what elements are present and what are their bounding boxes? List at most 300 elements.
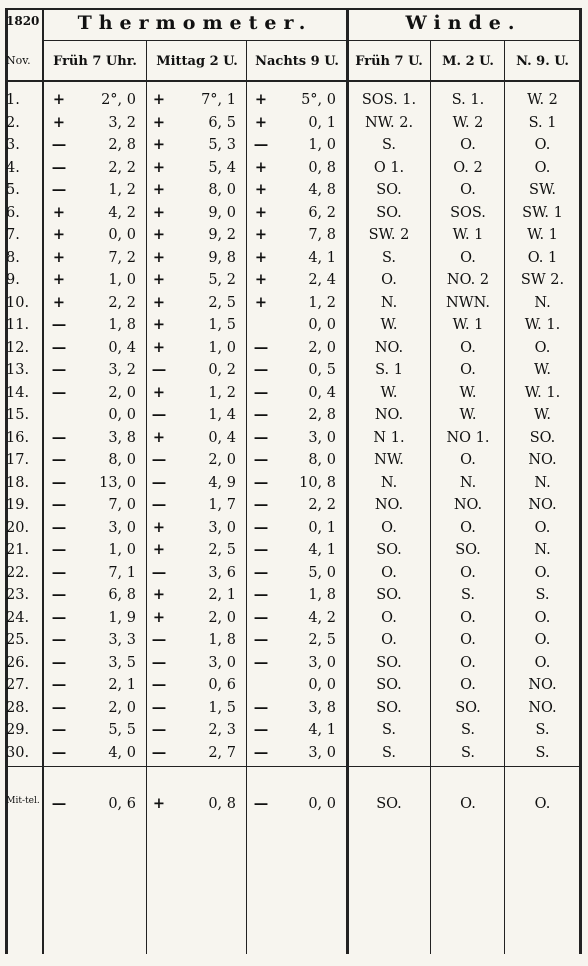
table-row	[0, 651, 588, 675]
temp-sign-noon: —	[151, 698, 167, 716]
table-row	[0, 156, 588, 180]
day-number: 13.	[6, 362, 30, 378]
temp-value-morning: 4, 0	[108, 744, 136, 761]
table-row	[0, 673, 588, 697]
wind-noon: O.	[460, 609, 476, 626]
temp-value-noon: 6, 5	[208, 114, 236, 131]
temp-value-morning: 1, 9	[108, 609, 136, 626]
temp-value-night: 7, 8	[308, 227, 336, 243]
wind-morning: N.	[380, 474, 398, 491]
wind-morning: SO.	[376, 587, 402, 603]
temp-value-morning: 1, 0	[108, 272, 136, 288]
table-row	[0, 493, 588, 517]
wind-morning: SO.	[376, 182, 402, 198]
temp-value-noon: 3, 0	[208, 654, 236, 671]
table-row	[0, 471, 588, 495]
temp-value-noon: 2, 5	[208, 294, 236, 311]
table-row	[0, 201, 588, 225]
wind-noon: O.	[460, 654, 476, 671]
temp-value-noon: 0, 2	[208, 362, 236, 378]
wind-night: O.	[534, 632, 551, 648]
temp-sign-night: —	[253, 428, 269, 446]
temp-value-morning: 1, 2	[108, 182, 136, 198]
temp-sign-morning: —	[51, 181, 67, 198]
temp-value-night: 4, 1	[308, 722, 336, 738]
temp-value-noon: 1, 4	[208, 407, 236, 423]
mean-temp-night: 0, 0	[308, 796, 336, 812]
temp-value-night: 3, 0	[308, 654, 336, 671]
wind-night: O.	[534, 519, 551, 536]
temp-value-morning: 3, 8	[108, 429, 136, 446]
table-row	[0, 741, 588, 765]
wind-col-header-noon: M. 2 U.	[442, 53, 494, 69]
mean-sign-noon: +	[152, 795, 166, 812]
temp-value-morning: 2, 8	[108, 137, 136, 153]
temp-value-noon: 1, 7	[208, 497, 236, 513]
table-row	[0, 538, 588, 562]
temp-sign-noon: —	[151, 631, 167, 648]
temp-value-morning: 7, 2	[108, 249, 136, 266]
temp-value-noon: 9, 2	[208, 227, 236, 243]
title-divider	[42, 40, 580, 41]
temp-sign-noon: +	[152, 608, 166, 626]
temp-sign-night: —	[253, 608, 269, 626]
temp-value-noon: 1, 2	[208, 384, 236, 401]
temp-value-night: 0, 1	[308, 519, 336, 536]
day-number: 26.	[6, 654, 30, 671]
day-number: 27.	[6, 677, 30, 693]
temp-sign-noon: —	[151, 496, 167, 513]
temp-value-night: 0, 4	[308, 384, 336, 401]
temp-value-morning: 7, 1	[108, 564, 136, 581]
table-row	[0, 111, 588, 135]
temp-sign-night: +	[254, 271, 268, 288]
wind-night: SO.	[529, 429, 556, 446]
table-row	[0, 268, 588, 292]
day-number: 23.	[6, 587, 30, 603]
wind-noon: NO.	[453, 497, 483, 513]
temp-sign-noon: —	[151, 676, 167, 693]
temp-value-morning: 2°, 0	[101, 92, 136, 108]
temp-sign-noon: —	[151, 473, 167, 491]
table-row	[0, 381, 588, 405]
day-number: 18.	[6, 474, 30, 491]
table-row	[0, 696, 588, 720]
day-number: 28.	[6, 699, 30, 716]
temp-value-morning: 3, 0	[108, 519, 136, 536]
wind-morning: SO.	[376, 699, 402, 716]
temp-sign-night: —	[253, 586, 269, 603]
temp-value-morning: 0, 0	[108, 407, 136, 423]
wind-noon: O.	[460, 519, 476, 536]
temp-value-noon: 3, 0	[208, 519, 236, 536]
wind-morning: NO.	[374, 339, 404, 356]
temp-value-night: 2, 2	[308, 497, 336, 513]
table-row	[0, 336, 588, 360]
year-label: 1820	[6, 14, 40, 28]
temp-value-noon: 5, 3	[208, 137, 236, 153]
day-number: 21.	[6, 542, 30, 558]
temp-sign-morning: —	[51, 743, 67, 761]
temp-value-noon: 2, 7	[208, 744, 236, 761]
wind-noon: O. 2	[453, 159, 483, 176]
table-row	[0, 246, 588, 270]
temp-sign-morning: +	[52, 226, 66, 243]
temp-value-night: 1, 2	[308, 294, 336, 311]
temp-value-noon: 2, 0	[208, 452, 236, 468]
wind-noon: S. 1.	[451, 92, 485, 108]
wind-night: O.	[534, 339, 551, 356]
table-row	[0, 448, 588, 472]
day-number: 15.	[6, 407, 30, 423]
wind-noon: O.	[460, 249, 476, 266]
wind-noon: S.	[460, 744, 476, 761]
temp-value-noon: 3, 6	[208, 564, 236, 581]
wind-noon: W.	[459, 384, 477, 401]
wind-noon: SOS.	[450, 204, 486, 221]
day-number: 14.	[6, 384, 30, 401]
temp-sign-noon: +	[152, 541, 166, 558]
wind-morning: NW.	[374, 452, 404, 468]
temp-sign-night: —	[253, 698, 269, 716]
temp-value-night: 0, 0	[308, 317, 336, 333]
temp-sign-morning: —	[51, 518, 67, 536]
wind-morning: O.	[381, 519, 397, 536]
temp-value-morning: 13, 0	[99, 474, 136, 491]
mean-wind-night: O.	[534, 796, 551, 812]
wind-morning: O 1.	[373, 159, 405, 176]
wind-morning: O.	[381, 272, 397, 288]
temp-sign-noon: +	[152, 338, 166, 356]
temp-value-morning: 3, 2	[108, 362, 136, 378]
temp-sign-noon: +	[152, 181, 166, 198]
wind-noon: W. 2	[452, 114, 484, 131]
temp-sign-night: —	[253, 136, 269, 153]
temp-sign-morning: +	[52, 113, 66, 131]
wind-noon: O.	[460, 137, 476, 153]
mean-temp-noon: 0, 8	[208, 796, 236, 812]
temp-value-night: 6, 2	[308, 204, 336, 221]
temp-sign-night: —	[253, 631, 269, 648]
temp-sign-night: —	[253, 563, 269, 581]
temp-value-noon: 2, 1	[208, 587, 236, 603]
temp-sign-night: +	[254, 181, 268, 198]
wind-noon: O.	[460, 677, 476, 693]
temp-value-morning: 6, 8	[108, 587, 136, 603]
wind-night: O.	[534, 137, 551, 153]
temp-sign-noon: +	[152, 158, 166, 176]
wind-noon: S.	[460, 722, 476, 738]
temp-value-night: 2, 4	[308, 272, 336, 288]
thermo-col-header-morning: Früh 7 Uhr.	[53, 53, 137, 69]
temp-sign-noon: +	[152, 248, 166, 266]
wind-night: NO.	[528, 699, 557, 716]
wind-night: W.	[534, 362, 551, 378]
temp-value-morning: 2, 2	[108, 159, 136, 176]
month-label: Nov.	[6, 54, 31, 67]
temp-value-night: 0, 1	[308, 114, 336, 131]
wind-morning: SOS. 1.	[361, 92, 417, 108]
wind-morning: S.	[381, 137, 397, 153]
temp-value-morning: 0, 0	[108, 227, 136, 243]
wind-noon: O.	[460, 339, 476, 356]
temp-value-night: 4, 1	[308, 249, 336, 266]
temp-sign-noon: +	[152, 293, 166, 311]
temp-sign-morning: —	[51, 451, 67, 468]
wind-night: N.	[534, 474, 551, 491]
mean-sign-morning: —	[51, 795, 67, 812]
wind-night: O.	[534, 654, 551, 671]
temp-value-noon: 5, 4	[208, 159, 236, 176]
temp-value-noon: 9, 0	[208, 204, 236, 221]
day-number: 19.	[6, 497, 30, 513]
wind-noon: S.	[460, 587, 476, 603]
temp-sign-morning: —	[51, 563, 67, 581]
mean-wind-noon: O.	[460, 796, 476, 812]
temp-sign-noon: +	[152, 226, 166, 243]
wind-night: S.	[535, 744, 550, 761]
temp-sign-noon: +	[152, 383, 166, 401]
day-number: 29.	[6, 722, 30, 738]
temp-sign-morning: —	[51, 496, 67, 513]
wind-noon: W. 1	[452, 317, 484, 333]
wind-night: W. 2	[527, 92, 558, 108]
temp-sign-noon: —	[151, 451, 167, 468]
day-number: 17.	[6, 452, 30, 468]
wind-morning: N.	[380, 294, 398, 311]
winds-title: Winde.	[405, 12, 522, 34]
temp-value-morning: 2, 0	[108, 384, 136, 401]
temp-sign-morning: —	[51, 158, 67, 176]
wind-night: S.	[535, 587, 550, 603]
temp-value-night: 0, 0	[308, 677, 336, 693]
temp-sign-noon: —	[151, 743, 167, 761]
temp-value-noon: 7°, 1	[201, 92, 236, 108]
temp-value-night: 8, 0	[308, 452, 336, 468]
temp-sign-night: +	[254, 293, 268, 311]
day-number: 1.	[6, 92, 20, 108]
wind-noon: O.	[460, 362, 476, 378]
table-row	[0, 223, 588, 247]
temp-sign-noon: +	[152, 203, 166, 221]
temp-sign-night: —	[253, 541, 269, 558]
wind-noon: O.	[460, 632, 476, 648]
table-row	[0, 358, 588, 382]
temp-sign-noon: +	[152, 91, 166, 108]
wind-noon: NO. 2	[446, 272, 490, 288]
table-row	[0, 88, 588, 112]
wind-night: NO.	[528, 452, 557, 468]
wind-morning: S.	[381, 744, 397, 761]
temp-value-morning: 3, 5	[108, 654, 136, 671]
thermometer-title: Thermometer.	[77, 12, 313, 34]
temp-value-noon: 2, 5	[208, 542, 236, 558]
wind-morning: O.	[381, 632, 397, 648]
temp-sign-night: —	[253, 721, 269, 738]
temp-sign-morning: +	[52, 293, 66, 311]
temp-value-night: 5, 0	[308, 564, 336, 581]
temp-value-noon: 1, 0	[208, 339, 236, 356]
temp-sign-night: +	[254, 248, 268, 266]
temp-sign-night: +	[254, 158, 268, 176]
wind-morning: SO.	[376, 542, 402, 558]
day-number: 16.	[6, 429, 30, 446]
temp-sign-noon: +	[152, 316, 166, 333]
wind-morning: SO.	[376, 204, 402, 221]
temp-sign-noon: +	[152, 136, 166, 153]
day-number: 24.	[6, 609, 30, 626]
header-divider	[6, 80, 580, 82]
thermo-col-header-noon: Mittag 2 U.	[156, 53, 238, 69]
temp-value-noon: 5, 2	[208, 272, 236, 288]
temp-value-night: 1, 0	[308, 137, 336, 153]
temp-sign-noon: +	[152, 113, 166, 131]
temp-value-morning: 2, 1	[108, 677, 136, 693]
temp-value-morning: 0, 4	[108, 339, 136, 356]
wind-morning: SO.	[376, 654, 402, 671]
day-number: 20.	[6, 519, 30, 536]
wind-col-header-night: N. 9. U.	[516, 53, 569, 69]
temp-sign-noon: +	[152, 271, 166, 288]
temp-value-noon: 4, 9	[208, 474, 236, 491]
temp-sign-night: —	[253, 406, 269, 423]
wind-night: NO.	[528, 497, 557, 513]
temp-sign-noon: +	[152, 428, 166, 446]
temp-sign-morning: +	[52, 203, 66, 221]
wind-noon: O.	[460, 452, 476, 468]
temp-value-night: 0, 5	[308, 362, 336, 378]
temp-sign-morning: —	[51, 338, 67, 356]
temp-sign-morning: —	[51, 631, 67, 648]
temp-value-morning: 7, 0	[108, 497, 136, 513]
wind-night: W. 1.	[524, 384, 561, 401]
temp-sign-morning: —	[51, 721, 67, 738]
table-row	[0, 313, 588, 337]
table-row	[0, 403, 588, 427]
temp-sign-night: —	[253, 338, 269, 356]
day-number: 3.	[6, 137, 20, 153]
day-number: 12.	[6, 339, 30, 356]
day-number: 9.	[6, 272, 20, 288]
day-number: 22.	[6, 564, 30, 581]
temp-sign-noon: +	[152, 518, 166, 536]
temp-sign-morning: —	[51, 383, 67, 401]
wind-night: O. 1	[527, 249, 558, 266]
table-row	[0, 133, 588, 157]
temp-value-morning: 8, 0	[108, 452, 136, 468]
temp-value-night: 1, 8	[308, 587, 336, 603]
mean-divider	[6, 766, 580, 767]
day-number: 6.	[6, 204, 20, 221]
temp-sign-night: —	[253, 451, 269, 468]
temp-sign-night: —	[253, 361, 269, 378]
temp-value-morning: 1, 8	[108, 317, 136, 333]
day-number: 5.	[6, 182, 20, 198]
temp-value-noon: 0, 4	[208, 429, 236, 446]
mean-sign-night: —	[253, 795, 269, 812]
temp-sign-night: +	[254, 91, 268, 108]
day-number: 30.	[6, 744, 30, 761]
temp-value-noon: 1, 5	[208, 699, 236, 716]
temp-sign-morning: —	[51, 653, 67, 671]
temp-sign-noon: —	[151, 563, 167, 581]
wind-night: SW 2.	[520, 272, 565, 288]
table-row	[0, 606, 588, 630]
table-row	[0, 291, 588, 315]
mean-row	[0, 792, 588, 820]
mean-wind-morning: SO.	[376, 796, 402, 812]
temp-sign-night: —	[253, 743, 269, 761]
wind-night: W. 1	[527, 227, 558, 243]
wind-night: N.	[534, 294, 551, 311]
temp-value-night: 3, 0	[308, 744, 336, 761]
temp-sign-noon: +	[152, 586, 166, 603]
wind-night: S.	[535, 722, 550, 738]
temp-value-noon: 1, 8	[208, 632, 236, 648]
temp-value-night: 2, 5	[308, 632, 336, 648]
thermo-col-header-night: Nachts 9 U.	[255, 53, 339, 69]
temp-sign-morning: —	[51, 361, 67, 378]
wind-night: W.	[534, 407, 551, 423]
mean-label: Mit-tel.	[6, 796, 40, 806]
temp-sign-morning: —	[51, 676, 67, 693]
table-row	[0, 628, 588, 652]
temp-value-morning: 3, 2	[108, 114, 136, 131]
wind-noon: SO.	[455, 699, 481, 716]
temp-sign-night: —	[253, 653, 269, 671]
day-number: 25.	[6, 632, 30, 648]
wind-morning: SW. 2	[368, 227, 410, 243]
wind-night: N.	[534, 542, 551, 558]
temp-sign-night: +	[254, 113, 268, 131]
wind-noon: SO.	[455, 542, 481, 558]
table-row	[0, 583, 588, 607]
temp-value-morning: 3, 3	[108, 632, 136, 648]
wind-noon: NWN.	[446, 294, 490, 311]
wind-morning: N 1.	[373, 429, 405, 446]
wind-night: O.	[534, 564, 551, 581]
temp-value-night: 4, 2	[308, 609, 336, 626]
wind-night: O.	[534, 609, 551, 626]
temp-sign-night: +	[254, 203, 268, 221]
wind-morning: O.	[381, 609, 397, 626]
temp-sign-morning: —	[51, 698, 67, 716]
temp-value-night: 2, 8	[308, 407, 336, 423]
temp-value-morning: 1, 0	[108, 542, 136, 558]
temp-sign-morning: —	[51, 473, 67, 491]
wind-noon: O.	[460, 182, 476, 198]
day-number: 7.	[6, 227, 20, 243]
temp-value-night: 2, 0	[308, 339, 336, 356]
wind-morning: S. 1	[375, 362, 403, 378]
temp-sign-morning: —	[51, 541, 67, 558]
wind-noon: W. 1	[452, 227, 484, 243]
temp-sign-morning: —	[51, 586, 67, 603]
day-number: 2.	[6, 114, 20, 131]
wind-night: O.	[534, 159, 551, 176]
temp-sign-morning: +	[52, 271, 66, 288]
temp-value-noon: 2, 3	[208, 722, 236, 738]
temp-sign-morning: +	[52, 248, 66, 266]
wind-morning: O.	[381, 564, 397, 581]
wind-night: W. 1.	[524, 317, 561, 333]
table-row	[0, 516, 588, 540]
temp-sign-night: —	[253, 473, 269, 491]
table-row	[0, 426, 588, 450]
temp-sign-night: —	[253, 383, 269, 401]
table-row	[0, 178, 588, 202]
wind-morning: W.	[380, 317, 398, 333]
